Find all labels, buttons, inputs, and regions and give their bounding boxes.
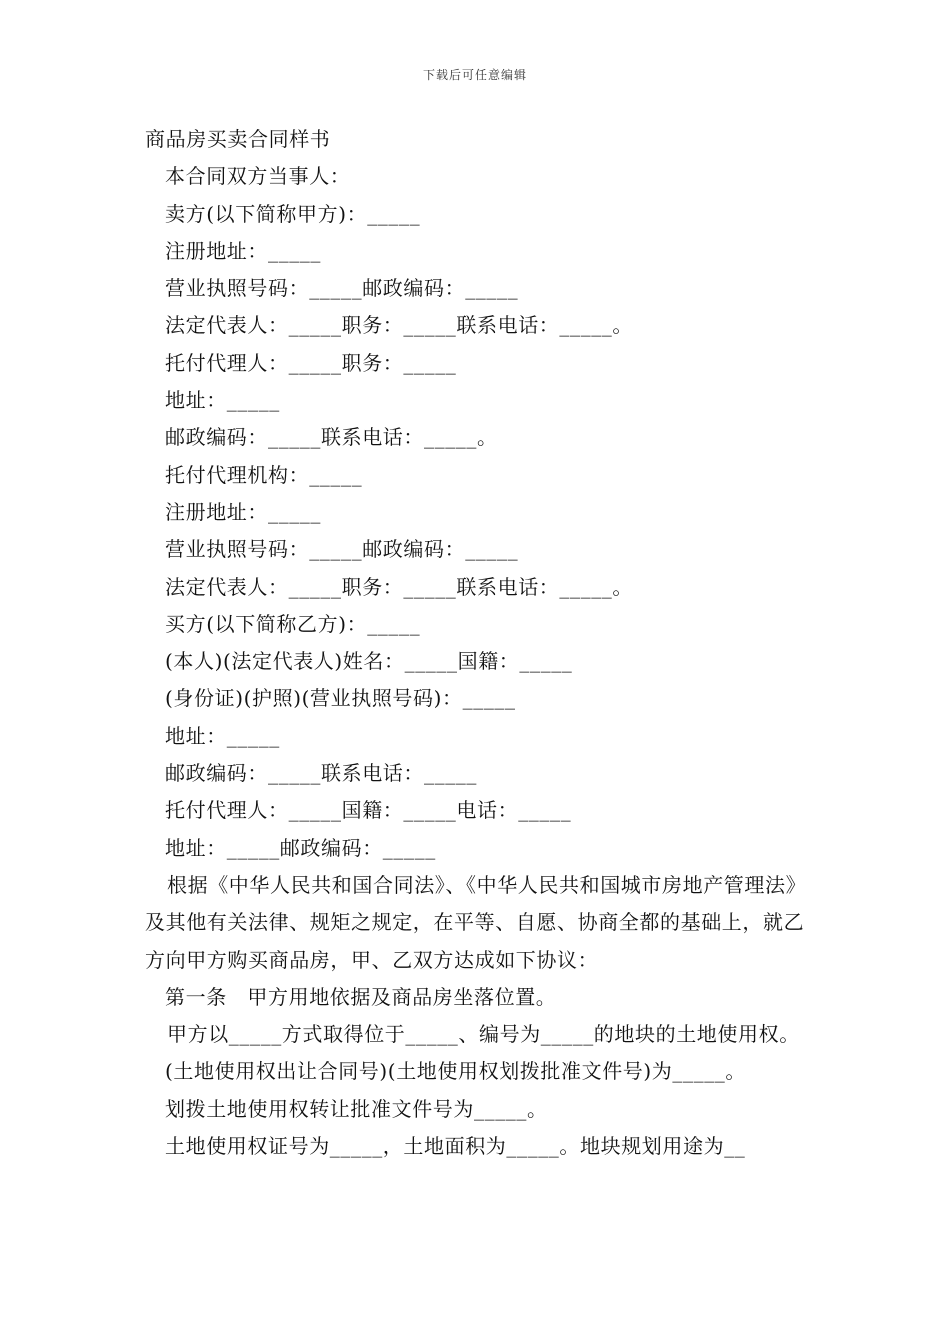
agency-address-line: 注册地址：_____ [165, 499, 321, 524]
document-title: 商品房买卖合同样书 [145, 127, 331, 151]
contract-body [145, 121, 810, 1165]
seller-agent-line: 托付代理人：_____职务：_____ [165, 350, 457, 375]
buyer-address-line: 地址：_____ [165, 723, 280, 748]
buyer-line: 买方(以下简称乙方)：_____ [165, 611, 421, 636]
seller-license-line: 营业执照号码：_____邮政编码：_____ [165, 276, 519, 301]
seller-agent-address-line: 地址：_____ [165, 388, 280, 413]
buyer-id-line: (身份证)(护照)(营业执照号码)：_____ [165, 686, 516, 711]
buyer-agent-address-line: 地址：_____邮政编码：_____ [165, 835, 436, 860]
agency-license-line: 营业执照号码：_____邮政编码：_____ [165, 537, 519, 562]
land-paragraph: 甲方以_____方式取得位于_____、编号为_____的地块的土地使用权。 [167, 1022, 800, 1047]
seller-agent-contact-line: 邮政编码：_____联系电话：_____。 [165, 425, 498, 450]
header-note: 下载后可任意编辑 [422, 68, 527, 82]
seller-legal-rep-line: 法定代表人：_____职务：_____联系电话：_____。 [165, 313, 633, 338]
agency-legal-rep-line: 法定代表人：_____职务：_____联系电话：_____。 [165, 574, 633, 599]
basis-paragraph: 根据《中华人民共和国合同法》、《中华人民共和国城市房地产管理法》及其他有关法律、规矩之规定，在平等、自愿、协商全都的基础上，就乙方向甲方购买商品房，甲、乙双方达成如下协议： [145, 872, 807, 972]
parties-intro: 本合同双方当事人： [165, 164, 351, 189]
seller-line: 卖方(以下简称甲方)：_____ [165, 201, 421, 226]
buyer-contact-line: 邮政编码：_____联系电话：_____ [165, 761, 477, 786]
agency-line: 托付代理机构：_____ [165, 462, 363, 487]
contract-number-line: (土地使用权出让合同号)(土地使用权划拨批准文件号)为_____。 [165, 1059, 747, 1084]
seller-address-line: 注册地址：_____ [165, 238, 321, 263]
buyer-agent-line: 托付代理人：_____国籍：_____电话：_____ [165, 798, 572, 823]
certificate-line: 土地使用权证号为_____，土地面积为_____。地块规划用途为__ [165, 1134, 746, 1159]
article-1-heading: 第一条 甲方用地依据及商品房坐落位置。 [165, 984, 557, 1009]
buyer-name-line: (本人)(法定代表人)姓名：_____国籍：_____ [165, 649, 573, 674]
transfer-number-line: 划拨土地使用权转让批准文件号为_____。 [165, 1096, 548, 1121]
